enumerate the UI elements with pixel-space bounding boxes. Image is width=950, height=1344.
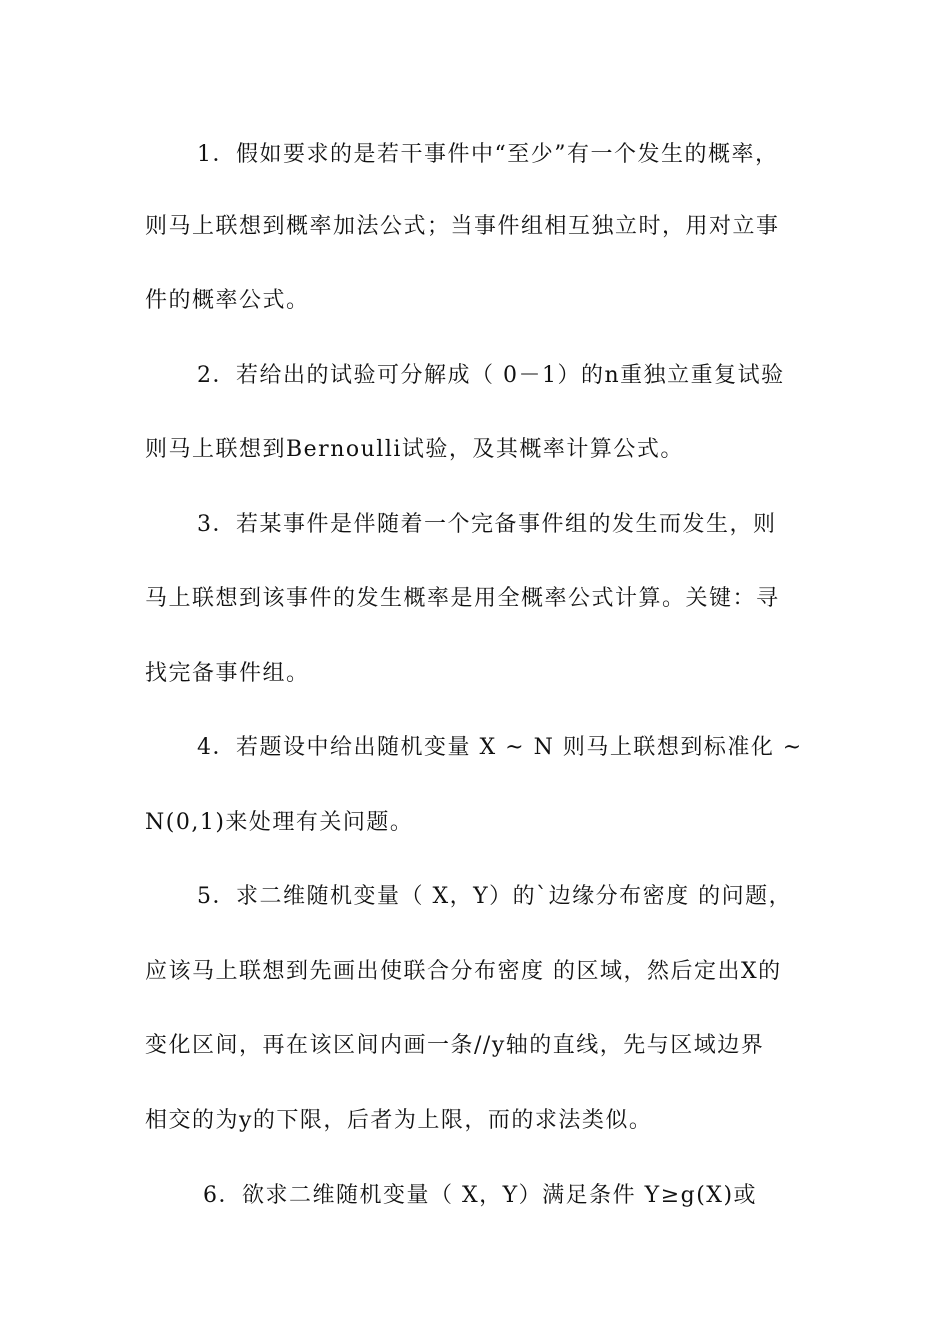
paragraph-1-line-2: 则马上联想到概率加法公式；当事件组相互独立时，用对立事 — [145, 214, 780, 239]
paragraph-4-line-1: 4．若题设中给出随机变量 X ~ N 则马上联想到标准化 ~ — [197, 735, 803, 760]
paragraph-5-line-4: 相交的为y的下限，后者为上限，而的求法类似。 — [145, 1108, 653, 1133]
paragraph-1-line-1: 1．假如要求的是若干事件中“至少”有一个发生的概率， — [197, 142, 779, 167]
paragraph-6-line-1: 6．欲求二维随机变量（ X，Y）满足条件 Y≥g(X)或 — [203, 1183, 758, 1208]
paragraph-3-line-3: 找完备事件组。 — [145, 661, 310, 686]
paragraph-2-line-2: 则马上联想到Bernoulli试验，及其概率计算公式。 — [145, 437, 684, 462]
paragraph-5-line-2: 应该马上联想到先画出使联合分布密度 的区域，然后定出X的 — [145, 959, 782, 984]
paragraph-3-line-2: 马上联想到该事件的发生概率是用全概率公式计算。关键：寻 — [145, 586, 780, 611]
paragraph-5-line-1: 5．求二维随机变量（ X，Y）的`边缘分布密度 的问题， — [197, 884, 793, 909]
paragraph-5-line-3: 变化区间，再在该区间内画一条//y轴的直线，先与区域边界 — [145, 1033, 765, 1058]
paragraph-4-line-2: N(0,1)来处理有关问题。 — [145, 810, 414, 835]
paragraph-2-line-1: 2．若给出的试验可分解成（ 0－1）的n重独立重复试验 — [197, 363, 785, 388]
paragraph-3-line-1: 3．若某事件是伴随着一个完备事件组的发生而发生，则 — [197, 512, 777, 537]
paragraph-1-line-3: 件的概率公式。 — [145, 288, 310, 313]
